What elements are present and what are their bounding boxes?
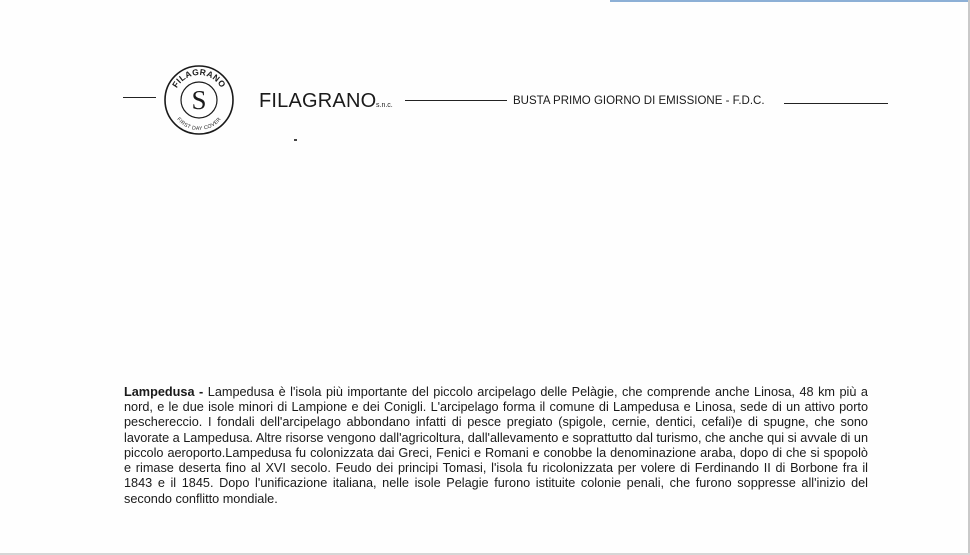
first-day-cover-label: BUSTA PRIMO GIORNO DI EMISSIONE - F.D.C.	[513, 95, 765, 107]
header-rule-right	[784, 103, 888, 104]
header-rule-middle	[405, 100, 507, 101]
description-title: Lampedusa -	[124, 384, 204, 399]
print-speck	[294, 139, 297, 141]
brand-name: FILAGRANO	[259, 90, 377, 112]
seal-top-text: FILAGRANO	[170, 66, 228, 90]
top-edge-line	[610, 0, 970, 2]
lampedusa-description	[124, 385, 868, 507]
brand-suffix: s.n.c.	[376, 102, 393, 109]
seal-bottom-text: FIRST DAY COVER	[175, 116, 223, 133]
filagrano-seal-logo	[163, 64, 235, 136]
seal-letter: S	[191, 85, 207, 115]
description-body: Lampedusa è l'isola più importante del piccolo arcipelago delle Pelàgie, che comprende anche Linosa, 48 km più a nord, e le due isole minori di Lampione e dei Conigli. L'arcipelago forma il comune di Lampedusa e Linosa, sede di un attivo porto peschereccio. I fondali dell'arcipelago abbondano infatti di pesce pregiato (spigole, cernie, dentici, cefali)e di spugne, che sono lavorate a Lampedusa. Altre risorse vengono dall'agricoltura, dall'allevamento e soprattutto dal turismo, che anche qui si avvale di un piccolo aeroporto.Lampedusa fu colonizzata dai Greci, Fenici e Romani e conobbe la denominazione araba, dopo di che si spopolò e rimase deserta fino al XVI secolo. Feudo dei principi Tomasi, l'isola fu ricolonizzata per volere di Ferdinando II di Borbone fra il 1843 e il 1845. Dopo l'unificazione italiana, nelle isole Pelagie furono istituite colonie penali, che furono soppresse all'inizio del secondo conflitto mondiale.	[124, 384, 868, 506]
header-rule-left	[123, 97, 156, 98]
